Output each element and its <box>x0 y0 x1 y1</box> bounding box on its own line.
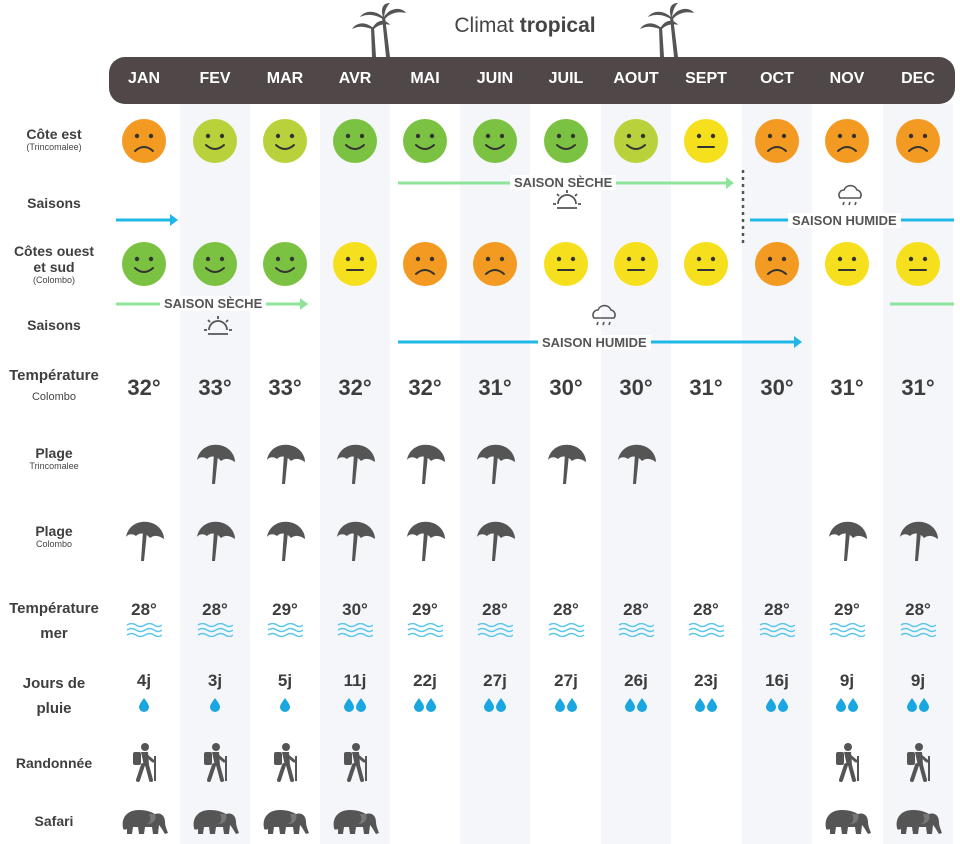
happy-face-icon <box>613 118 659 164</box>
month-label: OCT <box>760 70 794 87</box>
wave-icon <box>337 623 373 637</box>
rain-cloud-icon <box>839 186 861 205</box>
row-label-temperature-mer: Température mer <box>9 600 99 642</box>
rain-days-value: 16j <box>765 671 789 690</box>
happy-face-icon <box>472 118 518 164</box>
beach-umbrella-icon <box>403 440 447 486</box>
rain-drop-icon <box>693 694 719 716</box>
month-label: MAR <box>266 70 304 87</box>
month-label: SEPT <box>685 70 727 87</box>
sea-temperature-value: 28° <box>202 600 228 619</box>
sad-face-icon <box>824 118 870 164</box>
row-label-saisons-west: Saisons <box>27 317 81 333</box>
east-wet-season-label: SAISON HUMIDE <box>788 213 901 228</box>
elephant-icon <box>822 806 872 836</box>
arrowhead <box>170 214 178 226</box>
rain-drop-icon <box>623 694 649 716</box>
arrowhead <box>794 336 802 348</box>
row-label-cotes-ouest: Côtes ouest et sud (Colombo) <box>13 243 95 285</box>
sad-face-icon <box>472 241 518 287</box>
happy-face-icon <box>543 118 589 164</box>
arrowhead <box>726 177 734 189</box>
row-label-temperature: Température Colombo <box>9 367 99 403</box>
rain-days-value: 23j <box>694 671 718 690</box>
rain-drop-icon <box>412 694 438 716</box>
wave-icon <box>759 623 795 637</box>
happy-face-icon <box>262 241 308 287</box>
beach-umbrella-icon <box>193 440 237 486</box>
hiker-icon <box>830 742 864 782</box>
rain-drop-icon <box>905 694 931 716</box>
rain-drop-icon <box>834 694 860 716</box>
sea-temperature-value: 28° <box>482 600 508 619</box>
sea-temperature-value: 28° <box>623 600 649 619</box>
row-label-saisons-east: Saisons <box>27 195 81 211</box>
rain-days-value: 9j <box>910 671 926 690</box>
rain-days-value: 4j <box>136 671 152 690</box>
beach-umbrella-icon <box>896 517 940 563</box>
west-wet-season-label: SAISON HUMIDE <box>538 335 651 350</box>
wave-icon <box>618 623 654 637</box>
elephant-icon <box>190 806 240 836</box>
neutral-face-icon <box>683 241 729 287</box>
rain-drop-icon <box>764 694 790 716</box>
month-label: JUIL <box>548 70 584 87</box>
month-label: AVR <box>338 70 372 87</box>
wave-icon <box>197 623 233 637</box>
rain-days-value: 3j <box>207 671 223 690</box>
hiker-icon <box>268 742 302 782</box>
row-label-plage-colombo: Plage Colombo <box>35 523 73 549</box>
elephant-icon <box>330 806 380 836</box>
rain-drop-icon <box>342 694 368 716</box>
rain-cloud-icon <box>593 306 615 325</box>
wave-icon <box>407 623 443 637</box>
happy-face-icon <box>192 118 238 164</box>
row-label-safari: Safari <box>34 813 74 829</box>
month-label: AOUT <box>613 70 659 87</box>
hiker-icon <box>127 742 161 782</box>
month-label: FEV <box>199 70 231 87</box>
hiker-icon <box>901 742 935 782</box>
row-label-jours-pluie: Jours de pluie <box>22 675 86 717</box>
air-temperature-value: 30° <box>619 375 653 400</box>
air-temperature-value: 30° <box>760 375 794 400</box>
air-temperature-value: 32° <box>127 375 161 400</box>
elephant-icon <box>893 806 943 836</box>
rain-days-value: 26j <box>624 671 648 690</box>
neutral-face-icon <box>683 118 729 164</box>
wave-icon <box>477 623 513 637</box>
rain-days-value: 27j <box>483 671 507 690</box>
air-temperature-value: 31° <box>830 375 864 400</box>
rain-drop-icon <box>482 694 508 716</box>
sad-face-icon <box>402 241 448 287</box>
rain-days-value: 22j <box>413 671 437 690</box>
air-temperature-value: 33° <box>198 375 232 400</box>
beach-umbrella-icon <box>473 517 517 563</box>
neutral-face-icon <box>543 241 589 287</box>
wave-icon <box>900 623 936 637</box>
rain-days-value: 27j <box>554 671 578 690</box>
west-seasons-band <box>0 290 960 360</box>
rain-drop-icon <box>553 694 579 716</box>
east-seasons-band <box>0 160 960 250</box>
hiker-icon <box>198 742 232 782</box>
west-dry-season-label: SAISON SÈCHE <box>160 296 266 311</box>
air-temperature-value: 31° <box>689 375 723 400</box>
beach-umbrella-icon <box>473 440 517 486</box>
sun-icon <box>553 190 581 208</box>
sad-face-icon <box>754 118 800 164</box>
wave-icon <box>829 623 865 637</box>
wave-icon <box>126 623 162 637</box>
air-temperature-value: 31° <box>901 375 935 400</box>
rain-drop-icon <box>131 694 157 716</box>
beach-umbrella-icon <box>333 517 377 563</box>
sad-face-icon <box>121 118 167 164</box>
happy-face-icon <box>262 118 308 164</box>
sea-temperature-value: 29° <box>834 600 860 619</box>
sad-face-icon <box>754 241 800 287</box>
east-dry-season-label: SAISON SÈCHE <box>510 175 616 190</box>
neutral-face-icon <box>613 241 659 287</box>
sea-temperature-value: 28° <box>905 600 931 619</box>
month-label: JUIN <box>476 70 514 87</box>
happy-face-icon <box>192 241 238 287</box>
month-label: NOV <box>829 70 865 87</box>
row-label-cote-est: Côte est (Trincomalee) <box>26 126 82 152</box>
month-label: MAI <box>410 70 440 87</box>
sea-temperature-value: 29° <box>272 600 298 619</box>
wave-icon <box>548 623 584 637</box>
air-temperature-value: 32° <box>338 375 372 400</box>
beach-umbrella-icon <box>333 440 377 486</box>
beach-umbrella-icon <box>614 440 658 486</box>
air-temperature-value: 32° <box>408 375 442 400</box>
rain-drop-icon <box>272 694 298 716</box>
air-temperature-value: 33° <box>268 375 302 400</box>
sea-temperature-value: 28° <box>693 600 719 619</box>
sea-temperature-value: 28° <box>553 600 579 619</box>
palm-tree-icon <box>638 3 698 57</box>
neutral-face-icon <box>824 241 870 287</box>
sea-temperature-value: 29° <box>412 600 438 619</box>
row-label-randonnee: Randonnée <box>15 755 93 771</box>
sea-temperature-value: 28° <box>131 600 157 619</box>
sad-face-icon <box>895 118 941 164</box>
rain-days-value: 5j <box>277 671 293 690</box>
rain-days-value: 9j <box>839 671 855 690</box>
happy-face-icon <box>402 118 448 164</box>
beach-umbrella-icon <box>403 517 447 563</box>
beach-umbrella-icon <box>122 517 166 563</box>
beach-umbrella-icon <box>193 517 237 563</box>
elephant-icon <box>260 806 310 836</box>
neutral-face-icon <box>895 241 941 287</box>
happy-face-icon <box>332 118 378 164</box>
beach-umbrella-icon <box>263 440 307 486</box>
month-label: JAN <box>127 70 160 87</box>
neutral-face-icon <box>332 241 378 287</box>
air-temperature-value: 31° <box>478 375 512 400</box>
month-label: DEC <box>901 70 935 87</box>
arrowhead <box>300 298 308 310</box>
sun-icon <box>204 316 232 334</box>
row-label-plage-trincomalee: Plage Trincomalee <box>29 445 79 471</box>
air-temperature-value: 30° <box>549 375 583 400</box>
beach-umbrella-icon <box>544 440 588 486</box>
chart-title: Climat tropical <box>454 14 596 37</box>
elephant-icon <box>119 806 169 836</box>
wave-icon <box>267 623 303 637</box>
rain-drop-icon <box>202 694 228 716</box>
rain-days-value: 11j <box>343 671 367 690</box>
wave-icon <box>688 623 724 637</box>
happy-face-icon <box>121 241 167 287</box>
sea-temperature-value: 30° <box>342 600 368 619</box>
sea-temperature-value: 28° <box>764 600 790 619</box>
beach-umbrella-icon <box>263 517 307 563</box>
hiker-icon <box>338 742 372 782</box>
beach-umbrella-icon <box>825 517 869 563</box>
